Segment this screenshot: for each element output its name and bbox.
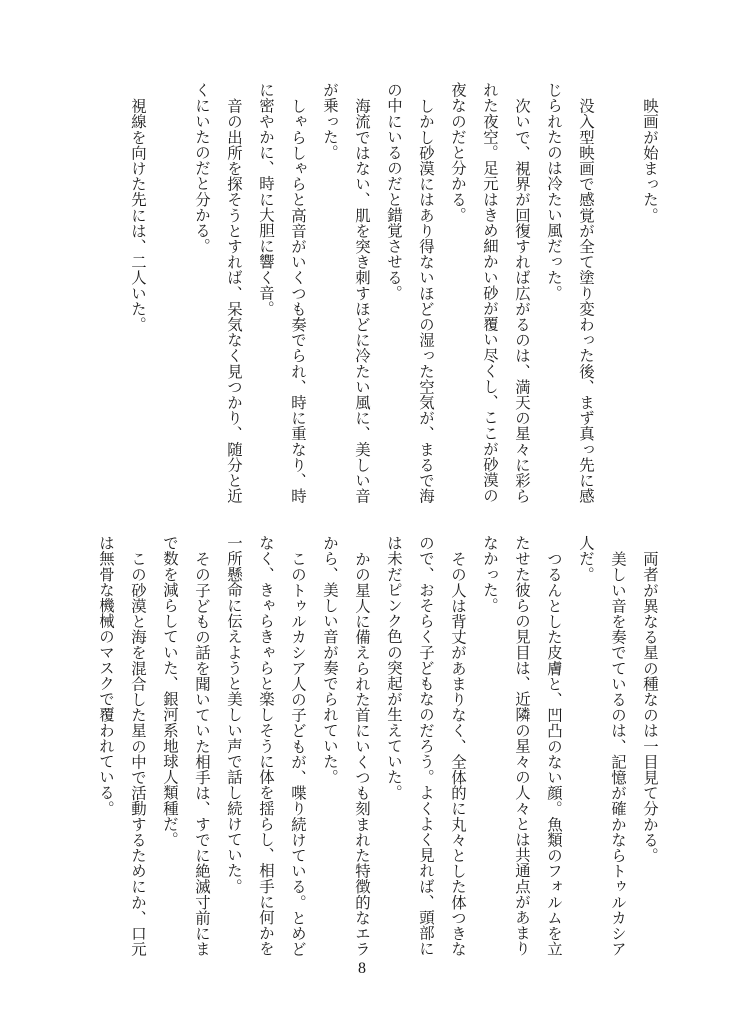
text-line: 人だ。: [577, 535, 595, 582]
page-number: 8: [358, 960, 366, 977]
text-line: 一所懸命に伝えようと美しい声で話し続けていた。: [225, 535, 243, 894]
text-line: が乗った。: [321, 82, 339, 160]
text-line: 音の出所を探そうとすれば、呆気なく見つかり、随分と近: [225, 97, 243, 504]
text-line: このトゥルカシア人の子どもが、喋り続けている。とめど: [289, 550, 307, 957]
text-line: に密やかに、時に大胆に響く音。: [257, 82, 275, 316]
text-line: は未だピンク色の突起が生えていた。: [385, 535, 403, 801]
text-line: は無骨な機械のマスクで覆われている。: [97, 535, 115, 816]
text-line: 没入型映画で感覚が全て塗り変わった後、まず真っ先に感: [577, 97, 595, 504]
text-line: 両者が異なる星の種なのは一目見て分かる。: [641, 550, 659, 863]
text-line: 次いで、視界が回復すれば広がるのは、満天の星々に彩ら: [513, 97, 531, 504]
text-line: この砂漠と海を混合した星の中で活動するためにか、口元: [129, 550, 147, 957]
text-line: なかった。: [481, 535, 499, 613]
lower-text-block: [90, 535, 666, 955]
text-line: 夜なのだと分かる。: [449, 82, 467, 223]
text-line: かの星人に備えられた首にいくつも刻まれた特徴的なエラ: [353, 550, 371, 957]
text-line: 美しい音を奏でているのは、記憶が確かならトゥルカシア: [609, 550, 627, 957]
text-line: 海流ではない、肌を突き刺すほどに冷たい風に、美しい音: [353, 97, 371, 504]
text-line: じられたのは冷たい風だった。: [545, 82, 563, 301]
text-line: から、美しい音が奏でられていた。: [321, 535, 339, 785]
text-line: たせた彼らの見目は、近隣の星々の人々とは共通点があまり: [513, 535, 531, 957]
text-line: の中にいるのだと錯覚させる。: [385, 82, 403, 301]
blank-line: [154, 82, 186, 502]
text-line: しかし砂漠にはあり得ないほどの湿った空気が、まるで海: [417, 97, 435, 504]
text-line: 映画が始まった。: [641, 97, 659, 223]
text-line: 視線を向けた先には、二人いた。: [129, 97, 147, 332]
text-line: ので、おそらく子どもなのだろう。よくよく見れば、頭部に: [417, 535, 435, 957]
text-line: くにいたのだと分かる。: [193, 82, 211, 254]
text-line: その子どもの話を聞いていた相手は、すでに絶滅寸前にま: [193, 550, 211, 957]
text-line: しゃらしゃらと高音がいくつも奏でられ、時に重なり、時: [289, 97, 307, 504]
blank-line: [602, 82, 634, 502]
upper-text-block: [122, 82, 666, 502]
text-line: れた夜空。足元はきめ細かい砂が覆い尽くし、ここが砂漠の: [481, 82, 499, 504]
text-line: つるんとした皮膚と、凹凸のない顔。魚類のフォルムを立: [545, 550, 563, 957]
text-line: で数を減らしていた、銀河系地球人類種だ。: [161, 535, 179, 847]
text-line: なく、きゃらきゃらと楽しそうに体を揺らし、相手に何かを: [257, 535, 275, 957]
text-line: その人は背丈があまりなく、全体的に丸々とした体つきな: [449, 550, 467, 957]
